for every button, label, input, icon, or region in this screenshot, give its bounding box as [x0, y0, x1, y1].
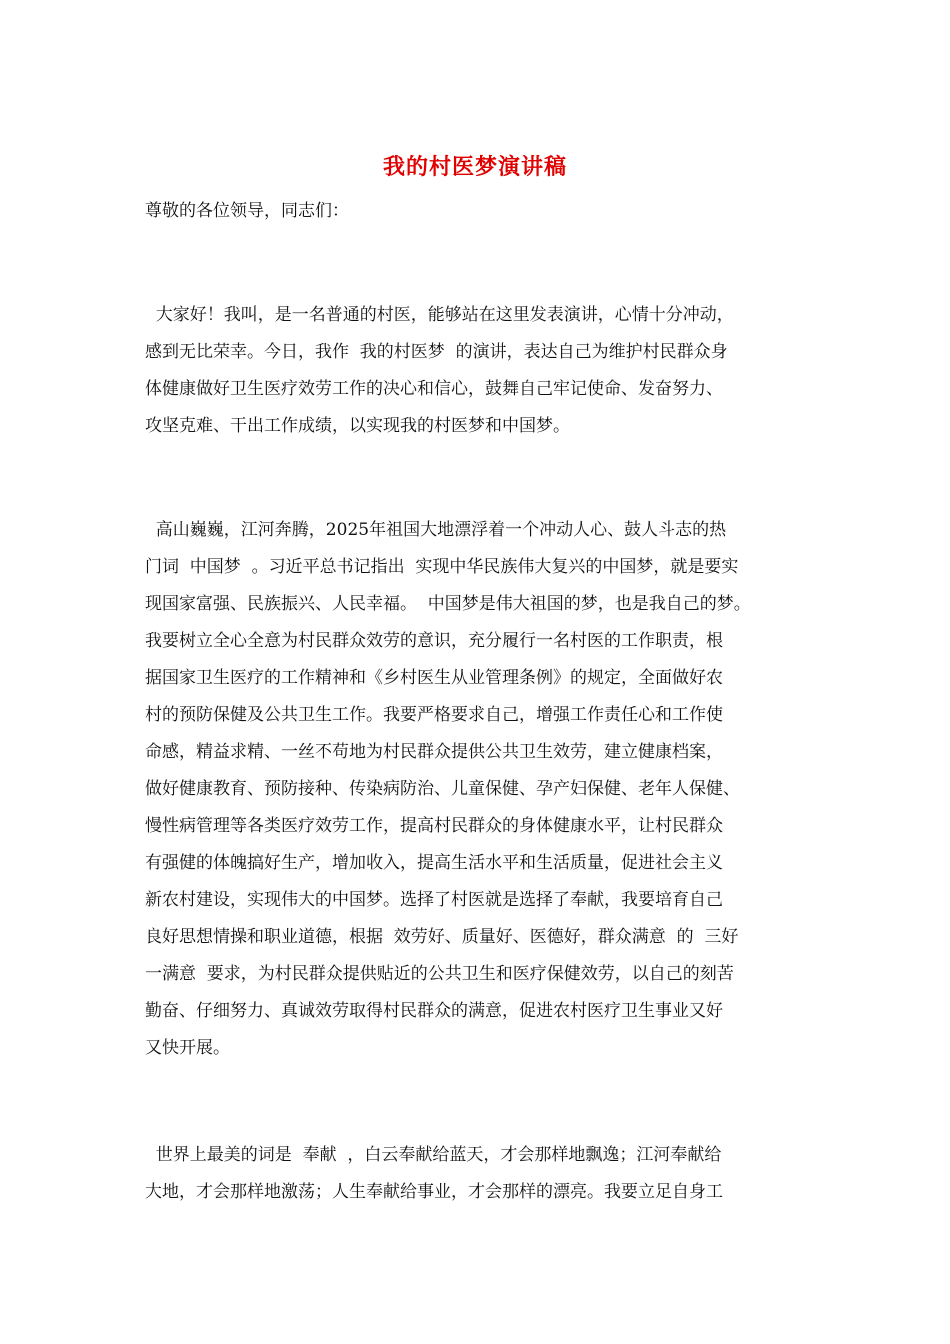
paragraph-line: 大家好！我叫，是一名普通的村医，能够站在这里发表演讲，心情十分冲动，: [145, 305, 734, 325]
paragraph-line: 良好思想情操和职业道德，根据 效劳好、质量好、医德好，群众满意 的 三好: [145, 927, 739, 947]
paragraph-line: 村的预防保健及公共卫生工作。我要严格要求自己，增强工作责任心和工作使: [145, 705, 723, 725]
salutation: 尊敬的各位领导，同志们：: [145, 201, 349, 221]
paragraph-line: 高山巍巍，江河奔腾，2025年祖国大地漂浮着一个冲动人心、鼓人斗志的热: [145, 520, 727, 540]
paragraph-line: 大地，才会那样地激荡；人生奉献给事业，才会那样的漂亮。我要立足自身工: [145, 1182, 723, 1202]
paragraph-line: 据国家卫生医疗的工作精神和《乡村医生从业管理条例》的规定，全面做好农: [145, 668, 723, 688]
paragraph-line: 现国家富强、民族振兴、人民幸福。 中国梦是伟大祖国的梦，也是我自己的梦。: [145, 594, 751, 614]
paragraph-line: 感到无比荣幸。今日，我作 我的村医梦 的演讲，表达自己为维护村民群众身: [145, 342, 728, 362]
document-title: 我的村医梦演讲稿: [382, 154, 567, 180]
paragraph-line: 勤奋、仔细努力、真诚效劳取得村民群众的满意，促进农村医疗卫生事业又好: [145, 1001, 723, 1021]
paragraph-line: 新农村建设，实现伟大的中国梦。选择了村医就是选择了奉献，我要培育自己: [145, 890, 723, 910]
paragraph-line: 攻坚克难、干出工作成绩，以实现我的村医梦和中国梦。: [145, 416, 570, 436]
paragraph-line: 做好健康教育、预防接种、传染病防治、儿童保健、孕产妇保健、老年人保健、: [145, 779, 740, 799]
paragraph-line: 我要树立全心全意为村民群众效劳的意识，充分履行一名村医的工作职责，根: [145, 631, 723, 651]
paragraph-line: 慢性病管理等各类医疗效劳工作，提高村民群众的身体健康水平，让村民群众: [145, 816, 723, 836]
paragraph-line: 命感，精益求精、一丝不苟地为村民群众提供公共卫生效劳，建立健康档案，: [145, 742, 723, 762]
paragraph-line: 体健康做好卫生医疗效劳工作的决心和信心，鼓舞自己牢记使命、发奋努力、: [145, 379, 723, 399]
paragraph-line: 一满意 要求，为村民群众提供贴近的公共卫生和医疗保健效劳，以自己的刻苦: [145, 964, 734, 984]
paragraph-line: 又快开展。: [145, 1038, 230, 1058]
paragraph-line: 门词 中国梦 。习近平总书记指出 实现中华民族伟大复兴的中国梦，就是要实: [145, 557, 739, 577]
paragraph-line: 世界上最美的词是 奉献 ，白云奉献给蓝天，才会那样地飘逸；江河奉献给: [145, 1145, 722, 1165]
paragraph-line: 有强健的体魄搞好生产，增加收入，提高生活水平和生活质量，促进社会主义: [145, 853, 723, 873]
